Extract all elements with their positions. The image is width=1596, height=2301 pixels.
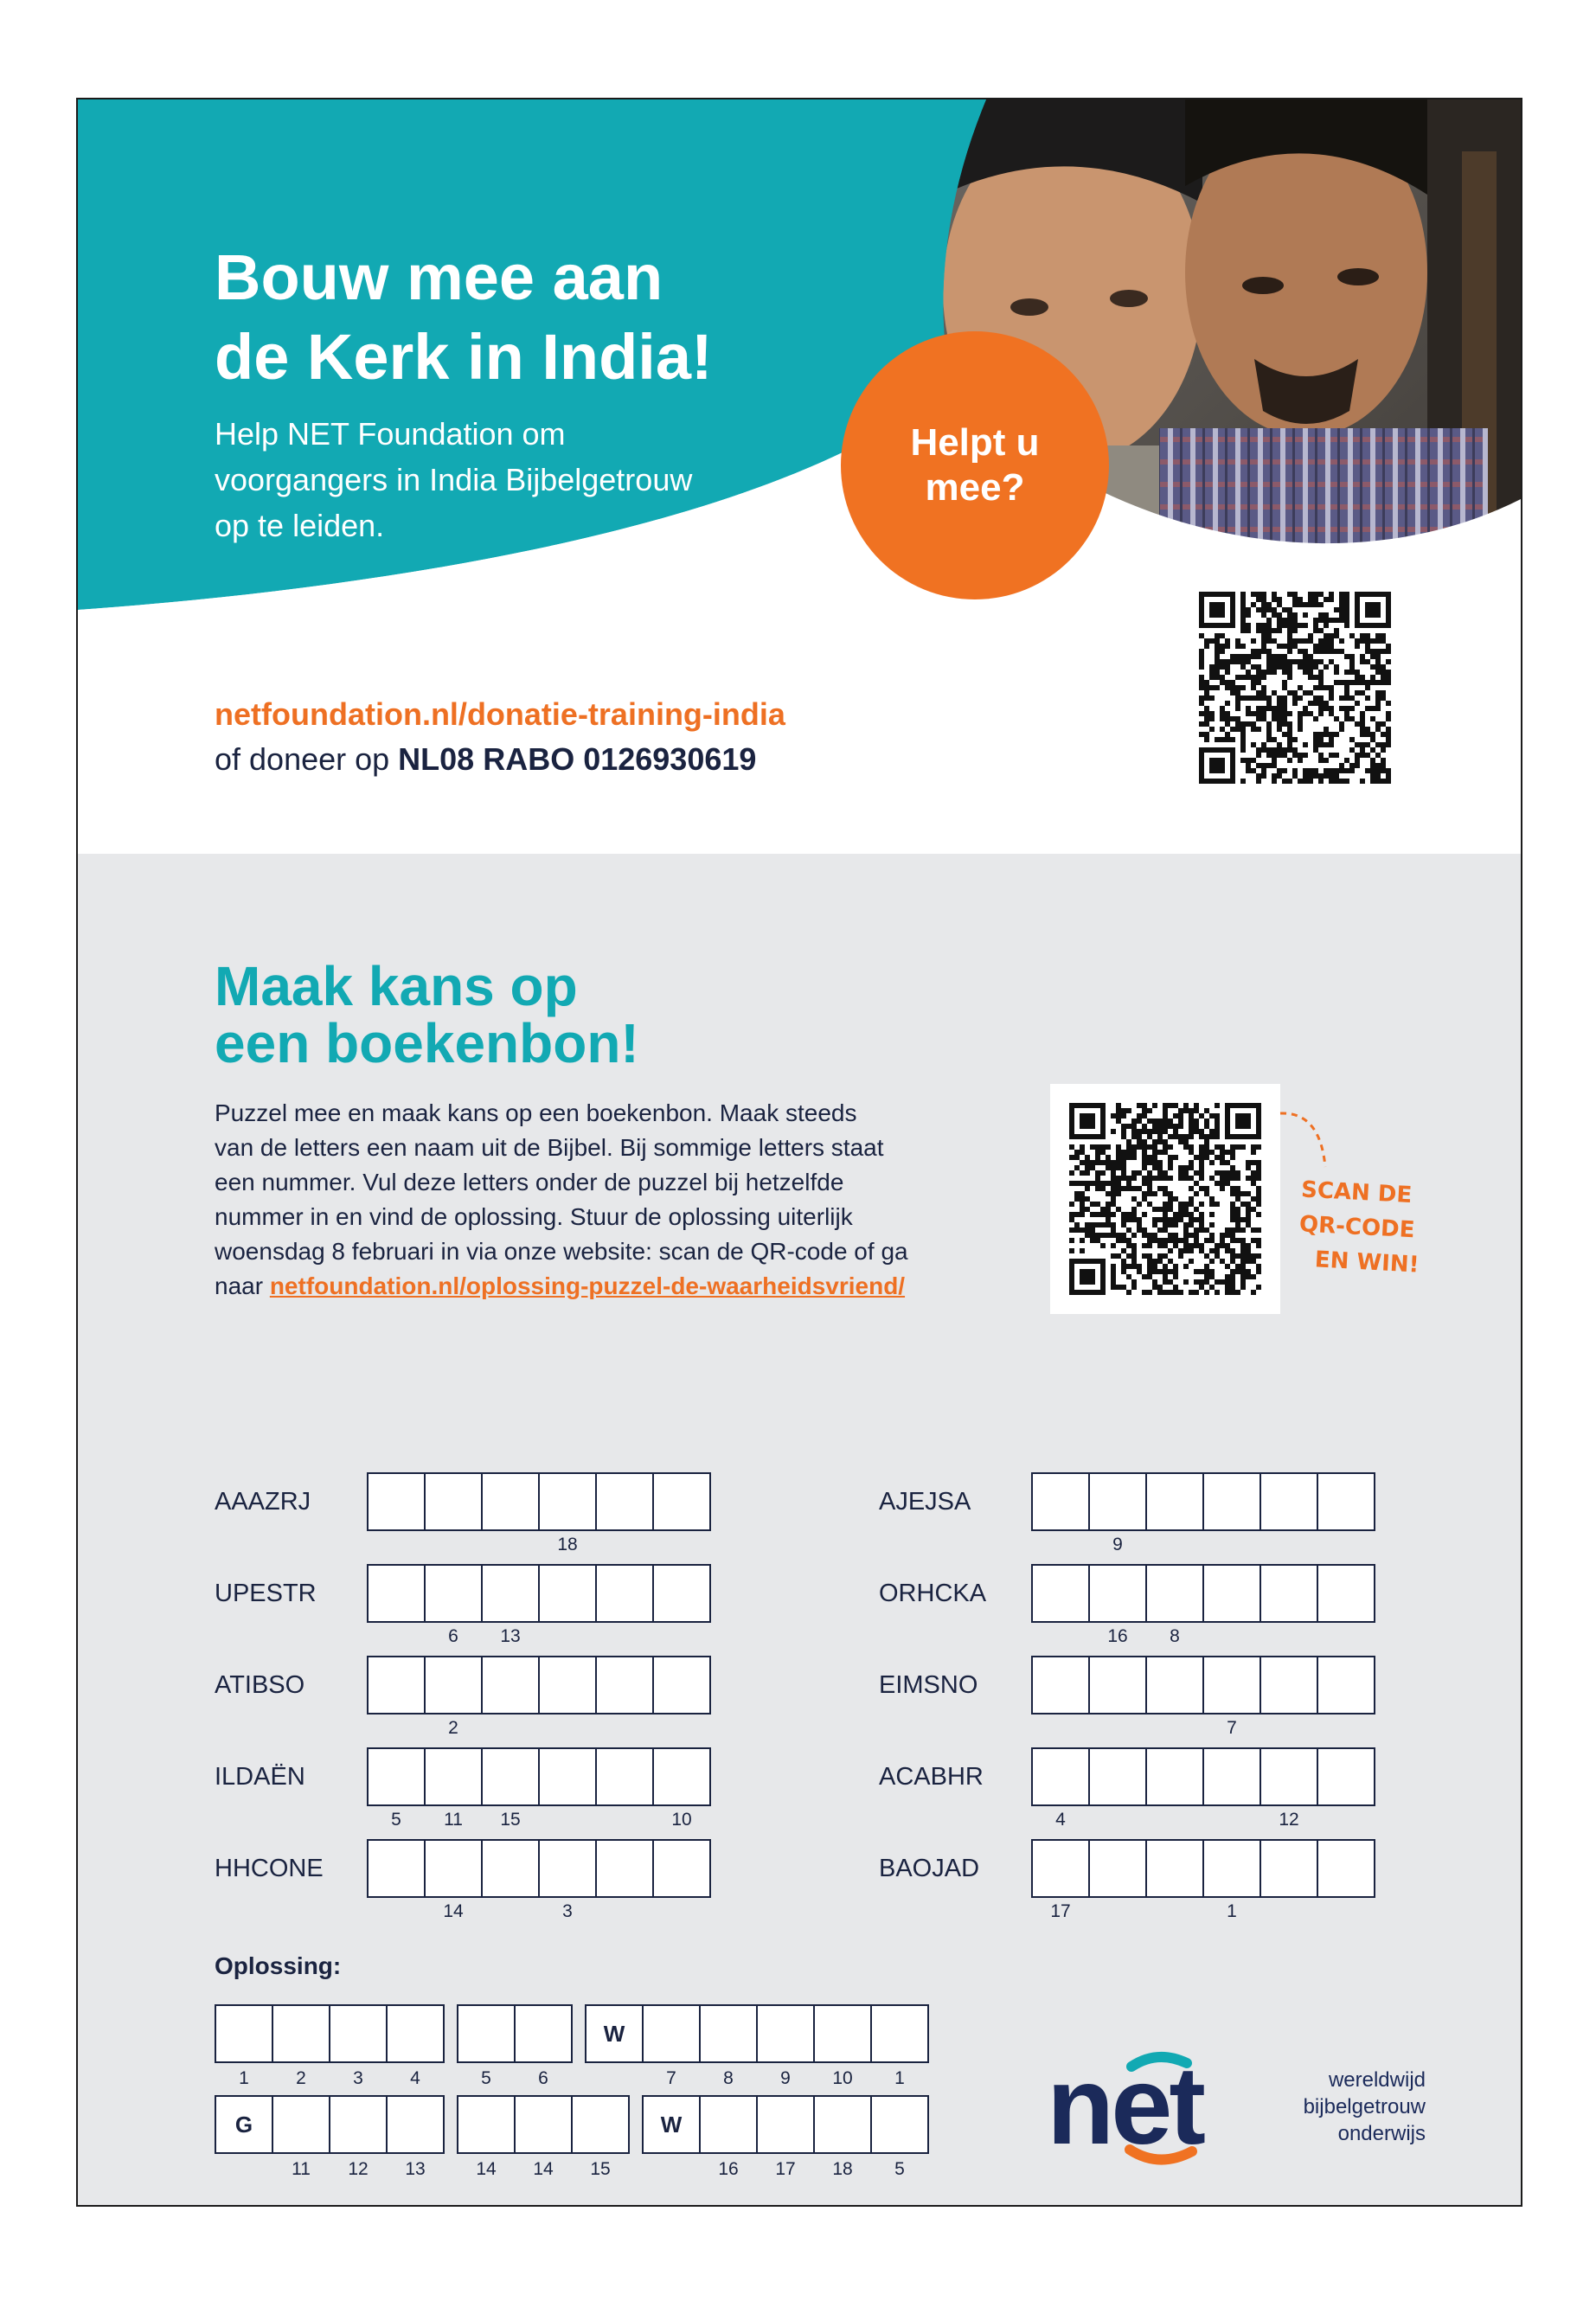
hero-title-line: Bouw mee aan bbox=[215, 241, 663, 313]
answer-cell[interactable] bbox=[1317, 1656, 1375, 1715]
answer-cell[interactable] bbox=[367, 1747, 426, 1806]
solution-cell[interactable] bbox=[699, 2004, 758, 2063]
answer-cell[interactable] bbox=[481, 1656, 540, 1715]
answer-cell[interactable] bbox=[481, 1839, 540, 1898]
solution-number: 17 bbox=[775, 2159, 796, 2179]
hero-subtitle bbox=[215, 411, 872, 548]
hero-title-line: de Kerk in India! bbox=[215, 321, 713, 393]
answer-cell[interactable] bbox=[595, 1472, 654, 1531]
solution-cell[interactable] bbox=[813, 2095, 872, 2154]
answer-cell[interactable] bbox=[481, 1747, 540, 1806]
tagline-line: bijbelgetrouw bbox=[1303, 2095, 1426, 2118]
answer-cell[interactable] bbox=[652, 1839, 711, 1898]
solution-cell[interactable] bbox=[514, 2095, 573, 2154]
hero-section bbox=[78, 99, 1522, 854]
puzzle-title-line: een boekenbon! bbox=[215, 1012, 639, 1074]
solution-number: 15 bbox=[590, 2159, 611, 2179]
word-row-baojad bbox=[879, 1839, 1415, 1934]
answer-cell[interactable] bbox=[1031, 1656, 1090, 1715]
answer-cell[interactable] bbox=[652, 1472, 711, 1531]
answer-cell[interactable] bbox=[1031, 1472, 1090, 1531]
answer-cells bbox=[1031, 1656, 1374, 1715]
answer-cell[interactable] bbox=[595, 1656, 654, 1715]
word-row-orhcka bbox=[879, 1564, 1415, 1659]
answer-cell[interactable] bbox=[1259, 1839, 1318, 1898]
answer-cells bbox=[1031, 1747, 1374, 1806]
answer-cell[interactable] bbox=[1202, 1472, 1261, 1531]
cell-number: 13 bbox=[500, 1626, 521, 1646]
help-badge bbox=[841, 331, 1109, 599]
answer-cell[interactable] bbox=[652, 1656, 711, 1715]
cell-number: 15 bbox=[500, 1810, 521, 1830]
scan-and-win-text bbox=[1297, 1172, 1424, 1282]
solution-word bbox=[457, 2095, 628, 2154]
solution-cell[interactable] bbox=[514, 2004, 573, 2063]
answer-cell[interactable] bbox=[1317, 1747, 1375, 1806]
scan-line: QR-CODE bbox=[1298, 1211, 1416, 1244]
solution-cell[interactable] bbox=[329, 2095, 388, 2154]
iban-number: NL08 RABO 0126930619 bbox=[398, 741, 757, 777]
cell-number: 4 bbox=[1055, 1810, 1066, 1830]
answer-cell[interactable] bbox=[367, 1472, 426, 1531]
solution-word bbox=[215, 2095, 443, 2154]
solution-given-letter: W bbox=[585, 2004, 644, 2063]
answer-cell[interactable] bbox=[652, 1564, 711, 1623]
answer-cell[interactable] bbox=[1088, 1472, 1147, 1531]
answer-cells bbox=[1031, 1839, 1374, 1898]
solution-cell[interactable] bbox=[870, 2004, 929, 2063]
answer-cell[interactable] bbox=[1088, 1839, 1147, 1898]
solution-cell[interactable] bbox=[642, 2004, 701, 2063]
answer-cell[interactable] bbox=[1259, 1747, 1318, 1806]
cell-number: 18 bbox=[557, 1535, 578, 1554]
answer-cell[interactable] bbox=[1317, 1839, 1375, 1898]
net-logo bbox=[1047, 2044, 1427, 2169]
word-clue: ILDAËN bbox=[215, 1763, 305, 1791]
answer-cell[interactable] bbox=[595, 1839, 654, 1898]
answer-cells bbox=[1031, 1472, 1374, 1531]
answer-cell[interactable] bbox=[595, 1564, 654, 1623]
solution-number: 5 bbox=[894, 2159, 905, 2179]
solution-word bbox=[215, 2004, 443, 2063]
answer-cell[interactable] bbox=[1202, 1839, 1261, 1898]
answer-cell[interactable] bbox=[538, 1656, 597, 1715]
solution-number: 5 bbox=[481, 2068, 491, 2088]
answer-cell[interactable] bbox=[1145, 1656, 1204, 1715]
word-clue: ATIBSO bbox=[215, 1671, 305, 1699]
solution-number: 4 bbox=[410, 2068, 420, 2088]
cell-number: 12 bbox=[1279, 1810, 1299, 1830]
answer-cell[interactable] bbox=[424, 1747, 483, 1806]
answer-cell[interactable] bbox=[1202, 1564, 1261, 1623]
answer-cell[interactable] bbox=[1031, 1747, 1090, 1806]
tagline-line: wereldwijd bbox=[1328, 2068, 1426, 2092]
solution-cell[interactable] bbox=[272, 2004, 330, 2063]
cell-number: 6 bbox=[448, 1626, 458, 1646]
badge-line: Helpt u bbox=[910, 421, 1040, 464]
cell-number: 8 bbox=[1170, 1626, 1180, 1646]
word-clue: BAOJAD bbox=[879, 1855, 980, 1882]
solution-number: 12 bbox=[348, 2159, 369, 2179]
answer-cell[interactable] bbox=[1031, 1564, 1090, 1623]
puzzle-section bbox=[78, 854, 1522, 2207]
answer-cell[interactable] bbox=[1259, 1472, 1318, 1531]
answer-cell[interactable] bbox=[424, 1839, 483, 1898]
solution-link[interactable]: netfoundation.nl/oplossing-puzzel-de-waarheidsvriend/ bbox=[269, 1272, 906, 1299]
word-row-aaazrj bbox=[215, 1472, 751, 1567]
answer-cell[interactable] bbox=[595, 1747, 654, 1806]
answer-cell[interactable] bbox=[367, 1656, 426, 1715]
qr-code-icon bbox=[1199, 592, 1391, 784]
solution-number: 14 bbox=[476, 2159, 497, 2179]
iban-prefix: of doneer op bbox=[215, 741, 399, 777]
solution-number: 16 bbox=[718, 2159, 739, 2179]
solution-given-letter: W bbox=[642, 2095, 701, 2154]
word-row-ildaën bbox=[215, 1747, 751, 1843]
solution-cell[interactable] bbox=[870, 2095, 929, 2154]
word-clue: AJEJSA bbox=[879, 1488, 971, 1516]
answer-cells bbox=[367, 1472, 709, 1531]
answer-cell[interactable] bbox=[538, 1472, 597, 1531]
cell-number: 9 bbox=[1112, 1535, 1123, 1554]
solution-word bbox=[585, 2004, 927, 2063]
word-row-ajejsa bbox=[879, 1472, 1415, 1567]
puzzle-title bbox=[215, 955, 993, 1074]
instruction-line bbox=[215, 1269, 1010, 1304]
answer-cells bbox=[367, 1564, 709, 1623]
solution-number: 7 bbox=[666, 2068, 676, 2088]
answer-cell[interactable] bbox=[424, 1564, 483, 1623]
answer-cell[interactable] bbox=[367, 1564, 426, 1623]
solution-cell[interactable] bbox=[215, 2004, 273, 2063]
solution-number: 2 bbox=[296, 2068, 306, 2088]
solution-number: 8 bbox=[723, 2068, 734, 2088]
solution-number: 1 bbox=[894, 2068, 905, 2088]
solution-label: Oplossing: bbox=[215, 1952, 342, 1979]
logo-wordmark: net bbox=[1047, 2044, 1202, 2168]
solution-cell[interactable] bbox=[756, 2004, 815, 2063]
cell-number: 2 bbox=[448, 1718, 458, 1738]
logo-tagline bbox=[1247, 2067, 1426, 2147]
donation-qr-code[interactable] bbox=[1178, 571, 1412, 804]
instruction-prefix: naar bbox=[215, 1272, 270, 1299]
cell-number: 10 bbox=[671, 1810, 692, 1830]
hero-subtitle-line: Help NET Foundation om bbox=[215, 416, 566, 452]
cell-number: 17 bbox=[1050, 1901, 1071, 1921]
solution-cell[interactable] bbox=[813, 2004, 872, 2063]
answer-cells bbox=[367, 1656, 709, 1715]
answer-cell[interactable] bbox=[481, 1564, 540, 1623]
solution-cell[interactable] bbox=[457, 2095, 516, 2154]
word-clue: UPESTR bbox=[215, 1580, 317, 1607]
solution-number: 1 bbox=[239, 2068, 249, 2088]
cell-number: 3 bbox=[562, 1901, 573, 1921]
puzzle-title-line: Maak kans op bbox=[215, 955, 578, 1017]
answer-cell[interactable] bbox=[1259, 1564, 1318, 1623]
solution-number: 14 bbox=[533, 2159, 554, 2179]
solution-cell[interactable] bbox=[571, 2095, 630, 2154]
word-clue: EIMSNO bbox=[879, 1671, 978, 1699]
cell-number: 7 bbox=[1227, 1718, 1237, 1738]
cell-number: 16 bbox=[1107, 1626, 1128, 1646]
answer-cell[interactable] bbox=[367, 1839, 426, 1898]
instruction-line: woensdag 8 februari in via onze website: scan de QR-code of ga bbox=[215, 1238, 908, 1265]
solution-cell[interactable] bbox=[386, 2004, 445, 2063]
word-clue: HHCONE bbox=[215, 1855, 324, 1882]
solution-cell[interactable] bbox=[756, 2095, 815, 2154]
instruction-line: nummer in en vind de oplossing. Stuur de oplossing uiterlijk bbox=[215, 1203, 853, 1230]
scan-line: EN WIN! bbox=[1314, 1247, 1420, 1279]
answer-cell[interactable] bbox=[1259, 1656, 1318, 1715]
solution-cell[interactable] bbox=[457, 2004, 516, 2063]
answer-cell[interactable] bbox=[538, 1839, 597, 1898]
solution-given-letter: G bbox=[215, 2095, 273, 2154]
answer-cell[interactable] bbox=[1088, 1656, 1147, 1715]
solution-word bbox=[457, 2004, 571, 2063]
instruction-line: een nummer. Vul deze letters onder de puzzel bij hetzelfde bbox=[215, 1169, 844, 1195]
donation-link[interactable]: netfoundation.nl/donatie-training-india bbox=[215, 696, 785, 732]
answer-cells bbox=[367, 1747, 709, 1806]
answer-cell[interactable] bbox=[1145, 1839, 1204, 1898]
dashed-arrow-icon bbox=[1277, 1106, 1337, 1176]
flyer-page bbox=[76, 98, 1522, 2207]
answer-cell[interactable] bbox=[424, 1656, 483, 1715]
iban-line bbox=[215, 741, 756, 778]
word-row-hhcone bbox=[215, 1839, 751, 1934]
tagline-line: onderwijs bbox=[1337, 2122, 1426, 2145]
cell-number: 1 bbox=[1227, 1901, 1237, 1921]
answer-cell[interactable] bbox=[1088, 1564, 1147, 1623]
answer-cell[interactable] bbox=[538, 1564, 597, 1623]
solution-number: 11 bbox=[292, 2159, 311, 2179]
hero-subtitle-line: voorgangers in India Bijbelgetrouw bbox=[215, 462, 693, 497]
solution-cell[interactable] bbox=[386, 2095, 445, 2154]
instruction-line: Puzzel mee en maak kans op een boekenbon. Maak steeds bbox=[215, 1099, 857, 1126]
scan-line: SCAN DE bbox=[1300, 1176, 1413, 1209]
answer-cell[interactable] bbox=[1031, 1839, 1090, 1898]
answer-cell[interactable] bbox=[1202, 1656, 1261, 1715]
solution-number: 9 bbox=[780, 2068, 791, 2088]
answer-cell[interactable] bbox=[652, 1747, 711, 1806]
cell-number: 14 bbox=[443, 1901, 464, 1921]
instruction-line: van de letters een naam uit de Bijbel. Bij sommige letters staat bbox=[215, 1134, 884, 1161]
word-row-eimsno bbox=[879, 1656, 1415, 1751]
word-clue: ACABHR bbox=[879, 1763, 984, 1791]
answer-cell[interactable] bbox=[1088, 1747, 1147, 1806]
answer-cell[interactable] bbox=[1145, 1472, 1204, 1531]
word-row-acabhr bbox=[879, 1747, 1415, 1843]
word-row-upestr bbox=[215, 1564, 751, 1659]
solution-number: 18 bbox=[832, 2159, 853, 2179]
solution-number: 10 bbox=[832, 2068, 853, 2088]
solution-cell[interactable] bbox=[329, 2004, 388, 2063]
solution-number: 13 bbox=[405, 2159, 426, 2179]
qr-code-icon bbox=[1069, 1103, 1261, 1295]
answer-cell[interactable] bbox=[424, 1472, 483, 1531]
solution-number: 3 bbox=[353, 2068, 363, 2088]
puzzle-instructions bbox=[215, 1096, 1010, 1304]
answer-cell[interactable] bbox=[1317, 1564, 1375, 1623]
hero-subtitle-line: op te leiden. bbox=[215, 508, 385, 543]
answer-cell[interactable] bbox=[1202, 1747, 1261, 1806]
word-row-atibso bbox=[215, 1656, 751, 1751]
cell-number: 5 bbox=[391, 1810, 401, 1830]
cell-number: 11 bbox=[444, 1810, 463, 1830]
solution-word bbox=[642, 2095, 927, 2154]
word-clue: AAAZRJ bbox=[215, 1488, 311, 1516]
answer-cell[interactable] bbox=[538, 1747, 597, 1806]
answer-cell[interactable] bbox=[1145, 1747, 1204, 1806]
answer-cell[interactable] bbox=[1145, 1564, 1204, 1623]
answer-cells bbox=[1031, 1564, 1374, 1623]
solution-number: 6 bbox=[538, 2068, 548, 2088]
solution-cell[interactable] bbox=[272, 2095, 330, 2154]
answer-cell[interactable] bbox=[1317, 1472, 1375, 1531]
answer-cells bbox=[367, 1839, 709, 1898]
badge-line: mee? bbox=[925, 466, 1025, 509]
answer-cell[interactable] bbox=[481, 1472, 540, 1531]
solution-cell[interactable] bbox=[699, 2095, 758, 2154]
solution-qr-code[interactable] bbox=[1050, 1084, 1280, 1314]
word-clue: ORHCKA bbox=[879, 1580, 987, 1607]
